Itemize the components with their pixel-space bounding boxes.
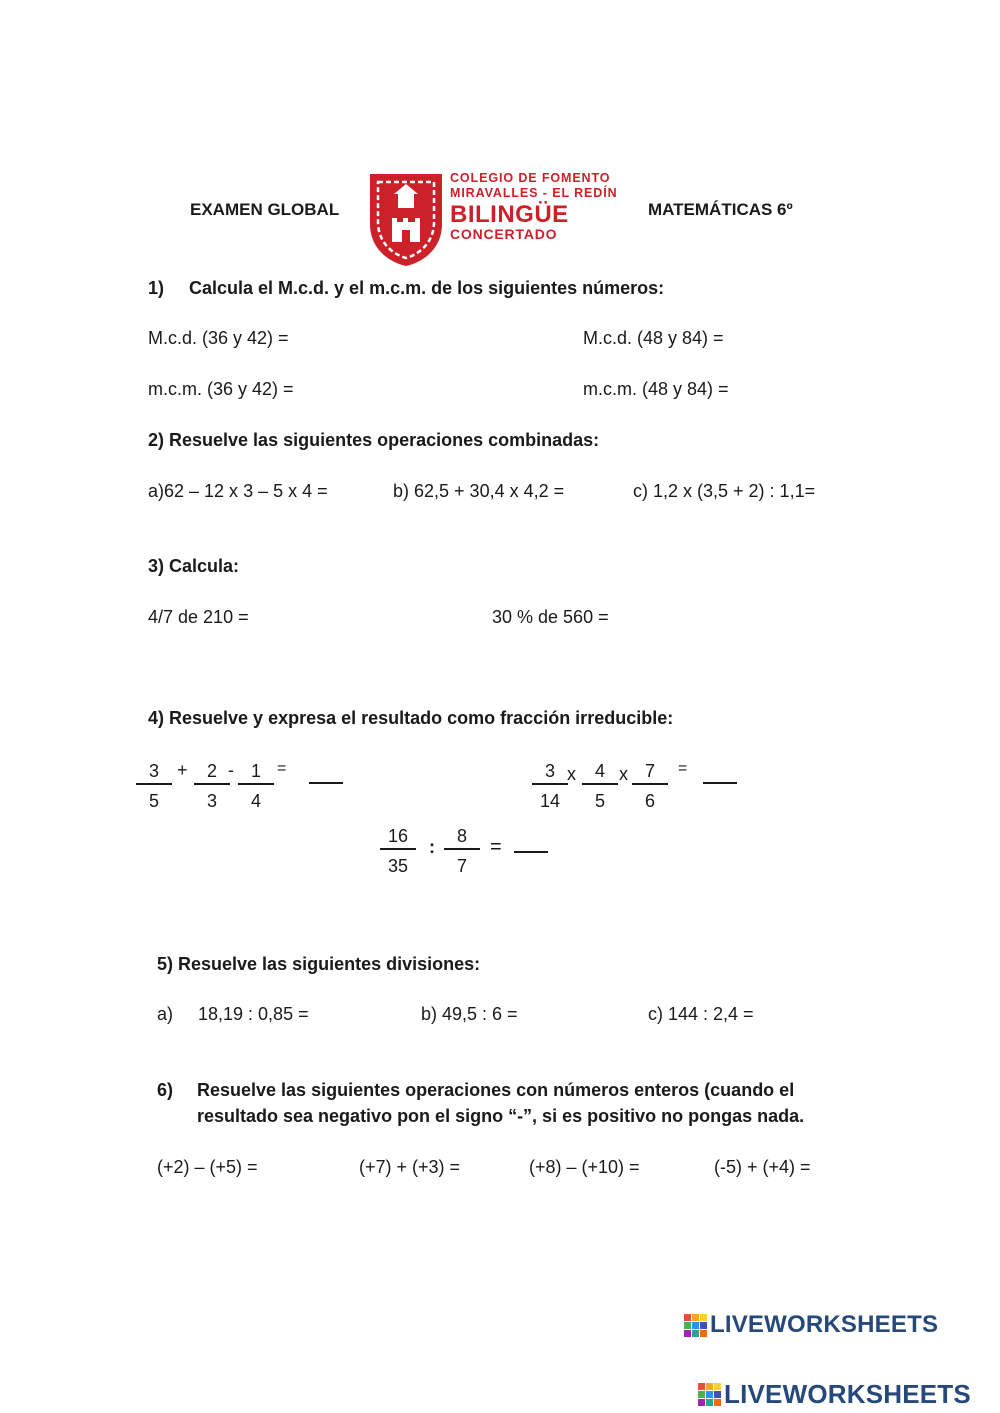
q5-item-b: b) 49,5 : 6 = bbox=[421, 1004, 518, 1024]
q1-item-4: m.c.m. (48 y 84) = bbox=[583, 379, 729, 399]
numerator: 16 bbox=[387, 826, 409, 846]
answer-line[interactable] bbox=[514, 851, 548, 853]
liveworksheets-watermark bbox=[684, 1311, 938, 1339]
watermark-text: LIVEWORKSHEETS bbox=[724, 1379, 971, 1409]
school-line-3: BILINGÜE bbox=[450, 201, 569, 228]
fraction-bar bbox=[632, 783, 668, 785]
liveworksheets-logo-icon bbox=[684, 1314, 707, 1337]
q5-item-c: c) 144 : 2,4 = bbox=[648, 1004, 754, 1024]
fraction bbox=[136, 760, 172, 812]
watermark-text: LIVEWORKSHEETS bbox=[710, 1311, 939, 1338]
denominator: 4 bbox=[250, 791, 261, 811]
fraction-bar bbox=[136, 783, 172, 785]
fraction bbox=[238, 760, 274, 812]
fraction-bar bbox=[194, 783, 230, 785]
operator: + bbox=[177, 760, 188, 780]
numerator: 1 bbox=[250, 761, 261, 781]
liveworksheets-logo-icon bbox=[698, 1383, 721, 1406]
answer-line[interactable] bbox=[309, 782, 343, 784]
denominator: 35 bbox=[387, 856, 409, 876]
fraction bbox=[582, 760, 618, 812]
q5-label-a: a) bbox=[157, 1004, 174, 1024]
fraction-bar bbox=[532, 783, 568, 785]
fraction-bar bbox=[380, 848, 416, 850]
numerator: 3 bbox=[148, 761, 159, 781]
q6-title-line-1: Resuelve las siguientes operaciones con números enteros (cuando el bbox=[197, 1080, 795, 1100]
q1-title: Calcula el M.c.d. y el m.c.m. de los siguientes números: bbox=[189, 278, 665, 298]
q1-item-1: M.c.d. (36 y 42) = bbox=[148, 328, 289, 348]
operator: x bbox=[567, 764, 576, 784]
denominator: 6 bbox=[644, 791, 655, 811]
numerator: 4 bbox=[594, 761, 605, 781]
fraction-bar bbox=[238, 783, 274, 785]
q6-item-1: (+2) – (+5) = bbox=[157, 1157, 258, 1177]
q6-item-4: (-5) + (+4) = bbox=[714, 1157, 811, 1177]
numerator: 8 bbox=[456, 826, 467, 846]
school-name bbox=[450, 171, 618, 242]
liveworksheets-watermark bbox=[698, 1379, 971, 1410]
equals-sign: = bbox=[678, 760, 688, 777]
denominator: 14 bbox=[539, 791, 561, 811]
exam-title: EXAMEN GLOBAL bbox=[190, 200, 340, 219]
operator: x bbox=[619, 764, 628, 784]
q6-item-2: (+7) + (+3) = bbox=[359, 1157, 461, 1177]
fraction bbox=[632, 760, 668, 812]
q2-item-b: b) 62,5 + 30,4 x 4,2 = bbox=[393, 481, 565, 501]
fraction bbox=[380, 825, 416, 877]
q4-title: 4) Resuelve y expresa el resultado como fracción irreducible: bbox=[148, 708, 674, 728]
denominator: 5 bbox=[594, 791, 605, 811]
denominator: 7 bbox=[456, 856, 467, 876]
q3-item-1: 4/7 de 210 = bbox=[148, 607, 249, 627]
fraction bbox=[444, 825, 480, 877]
q1-item-3: m.c.m. (36 y 42) = bbox=[148, 379, 294, 399]
school-line-2: MIRAVALLES - EL REDÍN bbox=[450, 186, 618, 200]
q1-item-2: M.c.d. (48 y 84) = bbox=[583, 328, 724, 348]
school-line-4: CONCERTADO bbox=[450, 226, 558, 242]
school-line-1: COLEGIO DE FOMENTO bbox=[450, 171, 611, 185]
answer-line[interactable] bbox=[703, 782, 737, 784]
equals-sign: = bbox=[277, 760, 287, 777]
numerator: 2 bbox=[206, 761, 217, 781]
q3-title: 3) Calcula: bbox=[148, 556, 240, 576]
q6-number: 6) bbox=[157, 1080, 174, 1100]
fraction-bar bbox=[582, 783, 618, 785]
q1-number: 1) bbox=[148, 278, 165, 298]
fraction bbox=[532, 760, 568, 812]
q5-item-a: 18,19 : 0,85 = bbox=[198, 1004, 309, 1024]
q6-title-line-2: resultado sea negativo pon el signo “-”, si es positivo no pongas nada. bbox=[197, 1106, 805, 1126]
equals-sign: = bbox=[490, 836, 502, 858]
q2-title: 2) Resuelve las siguientes operaciones combinadas: bbox=[148, 430, 600, 450]
denominator: 5 bbox=[148, 791, 159, 811]
operator: - bbox=[228, 760, 234, 780]
q6-item-3: (+8) – (+10) = bbox=[529, 1157, 640, 1177]
numerator: 7 bbox=[644, 761, 655, 781]
numerator: 3 bbox=[544, 761, 555, 781]
fraction bbox=[194, 760, 230, 812]
q2-item-c: c) 1,2 x (3,5 + 2) : 1,1= bbox=[633, 481, 816, 501]
subject-title: MATEMÁTICAS 6º bbox=[648, 200, 793, 219]
school-crest-icon bbox=[368, 172, 444, 268]
fraction-bar bbox=[444, 848, 480, 850]
q5-title: 5) Resuelve las siguientes divisiones: bbox=[157, 954, 481, 974]
operator: : bbox=[429, 837, 435, 857]
denominator: 3 bbox=[206, 791, 217, 811]
q3-item-2: 30 % de 560 = bbox=[492, 607, 609, 627]
q2-item-a: a)62 – 12 x 3 – 5 x 4 = bbox=[148, 481, 328, 501]
